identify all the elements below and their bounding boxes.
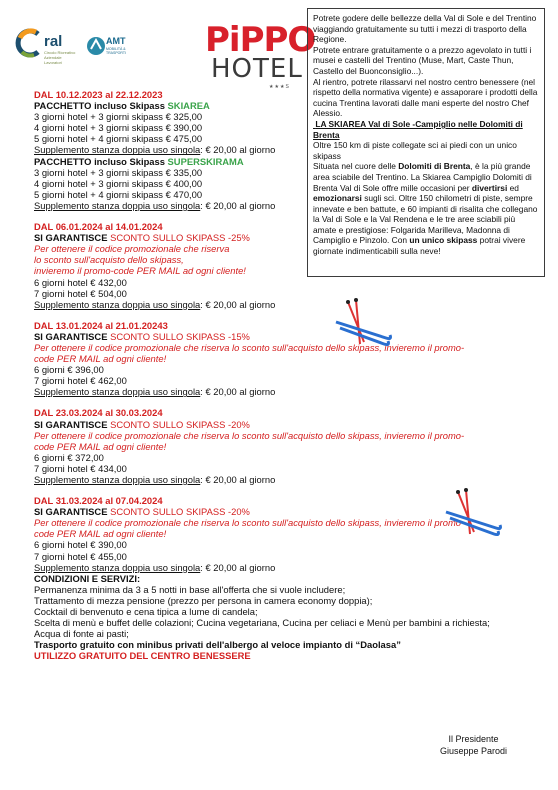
hotel-logo-pippo: PiPPO bbox=[205, 20, 316, 60]
info-paragraph: Potrete godere delle bellezze della Val di Sole e del Trentino viaggiando gratuitamente su tutti i mezzi di trasporto della Regione. bbox=[313, 13, 537, 45]
single-supplement: Supplemento stanza doppia uso singola: € 20,00 al giorno bbox=[34, 386, 276, 398]
period-dates: DAL 31.03.2024 al 07.04.2024 bbox=[34, 495, 163, 507]
package-line: 5 giorni hotel + 4 giorni skipass € 470,00 bbox=[34, 188, 203, 200]
amt-logo-subtitle: MOBILITÀ & TRASPORTI bbox=[106, 47, 126, 55]
promo-note: code PER MAIL ad ogni cliente! bbox=[34, 528, 167, 540]
price-line: 6 giorni € 372,00 bbox=[34, 451, 104, 463]
period-dates: DAL 10.12.2023 al 22.12.2023 bbox=[34, 89, 163, 100]
hotel-logo-hotel: HOTEL bbox=[211, 54, 303, 84]
promo-note: code PER MAIL ad ogni cliente! bbox=[34, 440, 167, 452]
signature-role: Il Presidente bbox=[448, 734, 499, 744]
conditions-title: CONDIZIONI E SERVIZI: bbox=[34, 572, 141, 584]
single-supplement: Supplemento stanza doppia uso singola: € 20,00 al giorno bbox=[34, 298, 276, 310]
promo-note: Per ottenere il codice promozionale che riserva lo sconto sull'acquisto dello skipass, invieremo il promo- bbox=[34, 517, 465, 529]
signature bbox=[440, 733, 507, 757]
cral-logo-icon bbox=[14, 28, 44, 58]
discount-line: SI GARANTISCE SCONTO SULLO SKIPASS -25% bbox=[34, 232, 250, 244]
amt-logo-text: AMT bbox=[106, 36, 126, 46]
condition-line: Scelta di menù e buffet delle colazioni; Cucina vegetariana, Cucina per celiaci e Menù per bambini a richiesta; bbox=[34, 617, 490, 629]
promo-note: code PER MAIL ad ogni cliente! bbox=[34, 353, 167, 365]
cral-logo-subtitle: Circolo Ricreativo Aziendale Lavoratori bbox=[44, 50, 76, 65]
package-line: 3 giorni hotel + 3 giorni skipass € 325,00 bbox=[34, 111, 203, 123]
cral-logo-text: ral bbox=[44, 33, 63, 50]
price-line: 6 giorni hotel € 390,00 bbox=[34, 539, 127, 551]
price-line: 7 giorni hotel € 462,00 bbox=[34, 375, 127, 387]
price-line: 6 giorni € 396,00 bbox=[34, 364, 104, 376]
single-supplement: Supplemento stanza doppia uso singola: € 20,00 al giorno bbox=[34, 199, 276, 211]
discount-line: SI GARANTISCE SCONTO SULLO SKIPASS -20% bbox=[34, 418, 250, 430]
single-supplement: Supplemento stanza doppia uso singola: € 20,00 al giorno bbox=[34, 144, 276, 156]
price-line: 7 giorni hotel € 455,00 bbox=[34, 550, 127, 562]
condition-line: Trattamento di mezza pensione (prezzo per persona in camera economy doppia); bbox=[34, 594, 373, 606]
period-dates: DAL 06.01.2024 al 14.01.2024 bbox=[34, 221, 163, 233]
signature-name: Giuseppe Parodi bbox=[440, 746, 508, 756]
discount-line: SI GARANTISCE SCONTO SULLO SKIPASS -20% bbox=[34, 506, 250, 518]
promo-note: Per ottenere il codice promozionale che riserva bbox=[34, 243, 230, 255]
hotel-stars: ★★★S bbox=[269, 84, 290, 90]
skis-icon bbox=[334, 298, 394, 348]
package-line: 4 giorni hotel + 3 giorni skipass € 400,00 bbox=[34, 177, 203, 189]
single-supplement: Supplemento stanza doppia uso singola: € 20,00 al giorno bbox=[34, 474, 276, 485]
condition-line: Permanenza minima da 3 a 5 notti in base all'offerta che si vuole includere; bbox=[34, 583, 346, 595]
promo-note: Per ottenere il codice promozionale che riserva lo sconto sull'acquisto dello skipass, invieremo il promo- bbox=[34, 341, 465, 353]
condition-line: Acqua di fonte ai pasti; bbox=[34, 628, 129, 640]
period-dates: DAL 13.01.2024 al 21.01.20243 bbox=[34, 319, 168, 331]
package-title: PACCHETTO incluso Skipass SKIAREA bbox=[34, 100, 210, 112]
hotel-logo bbox=[205, 20, 316, 92]
period-dates: DAL 23.03.2024 al 30.03.2024 bbox=[34, 407, 163, 419]
promo-note: Per ottenere il codice promozionale che riserva lo sconto sull'acquisto dello skipass, invieremo il promo- bbox=[34, 429, 465, 441]
package-line: 3 giorni hotel + 3 giorni skipass € 335,00 bbox=[34, 166, 203, 178]
promo-note: lo sconto sull'acquisto dello skipass, bbox=[34, 254, 184, 266]
package-title: PACCHETTO incluso Skipass SUPERSKIRAMA bbox=[34, 155, 244, 167]
promo-note: invieremo il promo-code PER MAIL ad ogni cliente! bbox=[34, 265, 246, 277]
price-line: 7 giorni hotel € 504,00 bbox=[34, 287, 127, 299]
info-paragraph: Potrete entrare gratuitamente o a prezzo agevolato in tutti i musei e castelli del Trentino (Muse, Mart, Caste Thun, Castello del Buonconsiglio...). bbox=[313, 44, 532, 76]
transport-line: Trasporto gratuito con minibus privati dell'albergo al veloce impianto di “Daolasa” bbox=[34, 639, 401, 651]
info-paragraph: Al rientro, potrete rilassarvi nel nostro centro benessere (nel rispetto della normativa vigente) e assaporare i prodotti della cucina Trentina lavorati dalle mani esperte del nostro Chef Alessio. bbox=[313, 76, 538, 119]
condition-line: Cocktail di benvenuto e cena tipica a lume di candela; bbox=[34, 606, 258, 618]
skiarea-description: Situata nel cuore delle Dolomiti di Brenta, è la più grande area sciabile del Trentino. La Skiarea Campiglio Dolomiti di Brenta Val di Sole offre mille occasioni per divertirsi ed emozionarsi sugli sci. Oltre 150 chilometri di piste, sempre innevate e ben battute, e 60 impianti di risalita che collegano la Val di Sole e la Val Rendena e le tre aree sciabili più amate e prestigiose: Folgarida Marilleva, Madonna di Campiglio e Pinzolo. Con un unico skipass potrai vivere giornate indimenticabili sulla neve! bbox=[313, 161, 538, 257]
skis-icon bbox=[444, 488, 504, 538]
sponsor-logos bbox=[14, 28, 154, 68]
package-line: 4 giorni hotel + 3 giorni skipass € 390,00 bbox=[34, 122, 203, 134]
info-paragraph: Oltre 150 km di piste collegate sci ai piedi con un unico skipass bbox=[313, 140, 517, 161]
price-line: 7 giorni hotel € 434,00 bbox=[34, 462, 127, 474]
single-supplement: Supplemento stanza doppia uso singola: € 20,00 al giorno bbox=[34, 561, 276, 573]
wellness-line: UTILIZZO GRATUITO DEL CENTRO BENESSERE bbox=[34, 650, 251, 662]
offers-section bbox=[34, 89, 524, 662]
price-line: 6 giorni hotel € 432,00 bbox=[34, 276, 127, 288]
skiarea-title: LA SKIAREA Val di Sole -Campiglio nelle Dolomiti di Brenta bbox=[313, 118, 523, 140]
package-line: 5 giorni hotel + 4 giorni skipass € 475,00 bbox=[34, 133, 203, 145]
discount-line: SI GARANTISCE SCONTO SULLO SKIPASS -15% bbox=[34, 330, 250, 342]
